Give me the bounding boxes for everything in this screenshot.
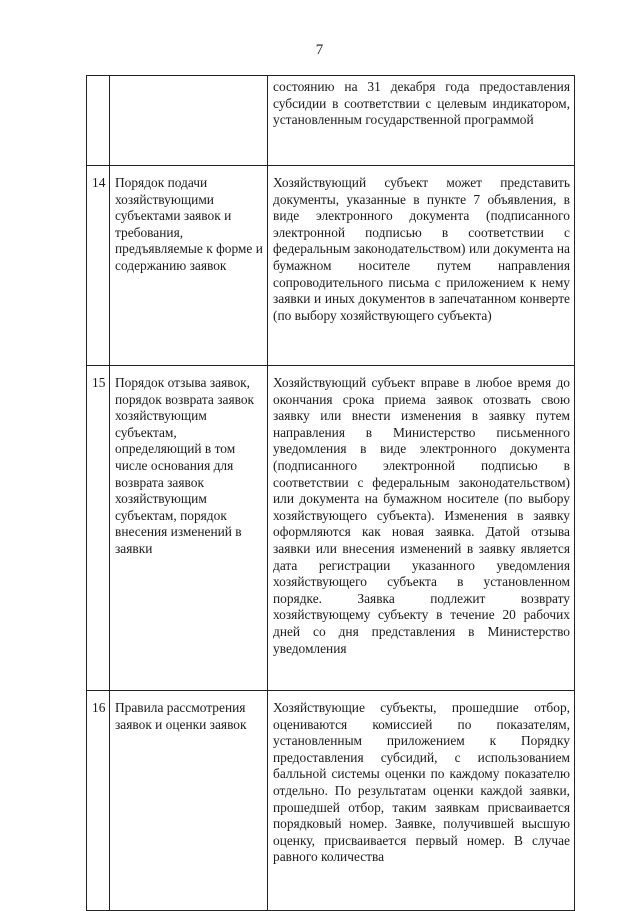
requirements-table	[86, 75, 575, 911]
row-text: Хозяйствующий субъект вправе в любое время до окончания срока приема заявок отозвать свою заявку или внести изменения в заявку путем направления в Министерство письменного уведомления в виде электронного документа (подписанного электронной подписью в соответствии с федеральным законодательством) или документа на бумажном носителе (по выбору хозяйствующего субъекта). Изменения в заявку оформляются как новая заявка. Датой отзыва заявки или внесения изменений в заявку является дата регистрации указанного уведомления хозяйствующего субъекта в установленном порядке. Заявка подлежит возврату хозяйствующему субъекту в течение 20 рабочих дней со дня представления в Министерство уведомления	[268, 366, 575, 691]
table-row	[87, 691, 575, 911]
row-number	[87, 76, 110, 166]
row-number: 14	[87, 166, 110, 366]
row-title: Порядок отзыва заявок, порядок возврата заявок хозяйствующим субъектам, определяющий в том числе основания для возврата заявок хозяйствующим субъектам, порядок внесения изменений в заявки	[110, 366, 268, 691]
table-row	[87, 166, 575, 366]
row-title: Порядок подачи хозяйствующими субъектами заявок и требования, предъявляемые к форме и содержанию заявок	[110, 166, 268, 366]
row-number: 16	[87, 691, 110, 911]
row-text: Хозяйствующие субъекты, прошедшие отбор, оцениваются комиссией по показателям, установленным приложением к Порядку предоставления субсидий, с использованием балльной системы оценки по каждому показателю отдельно. По результатам оценки каждой заявки, прошедшей отбор, таким заявкам присваивается порядковый номер. Заявке, получившей высшую оценку, присваивается первый номер. В случае равного количества	[268, 691, 575, 911]
row-title	[110, 76, 268, 166]
table-row	[87, 76, 575, 166]
page-number: 7	[315, 42, 324, 58]
row-number: 15	[87, 366, 110, 691]
row-text: состоянию на 31 декабря года предоставления субсидии в соответствии с целевым индикатором, установленным государственной программой	[268, 76, 575, 166]
row-text: Хозяйствующий субъект может представить документы, указанные в пункте 7 объявления, в виде электронного документа (подписанного электронной подписью в соответствии с федеральным законодательством) или документа на бумажном носителе путем направления сопроводительного письма с приложением к нему заявки и иных документов в запечатанном конверте (по выбору хозяйствующего субъекта)	[268, 166, 575, 366]
row-title: Правила рассмотрения заявок и оценки заявок	[110, 691, 268, 911]
table-row	[87, 366, 575, 691]
